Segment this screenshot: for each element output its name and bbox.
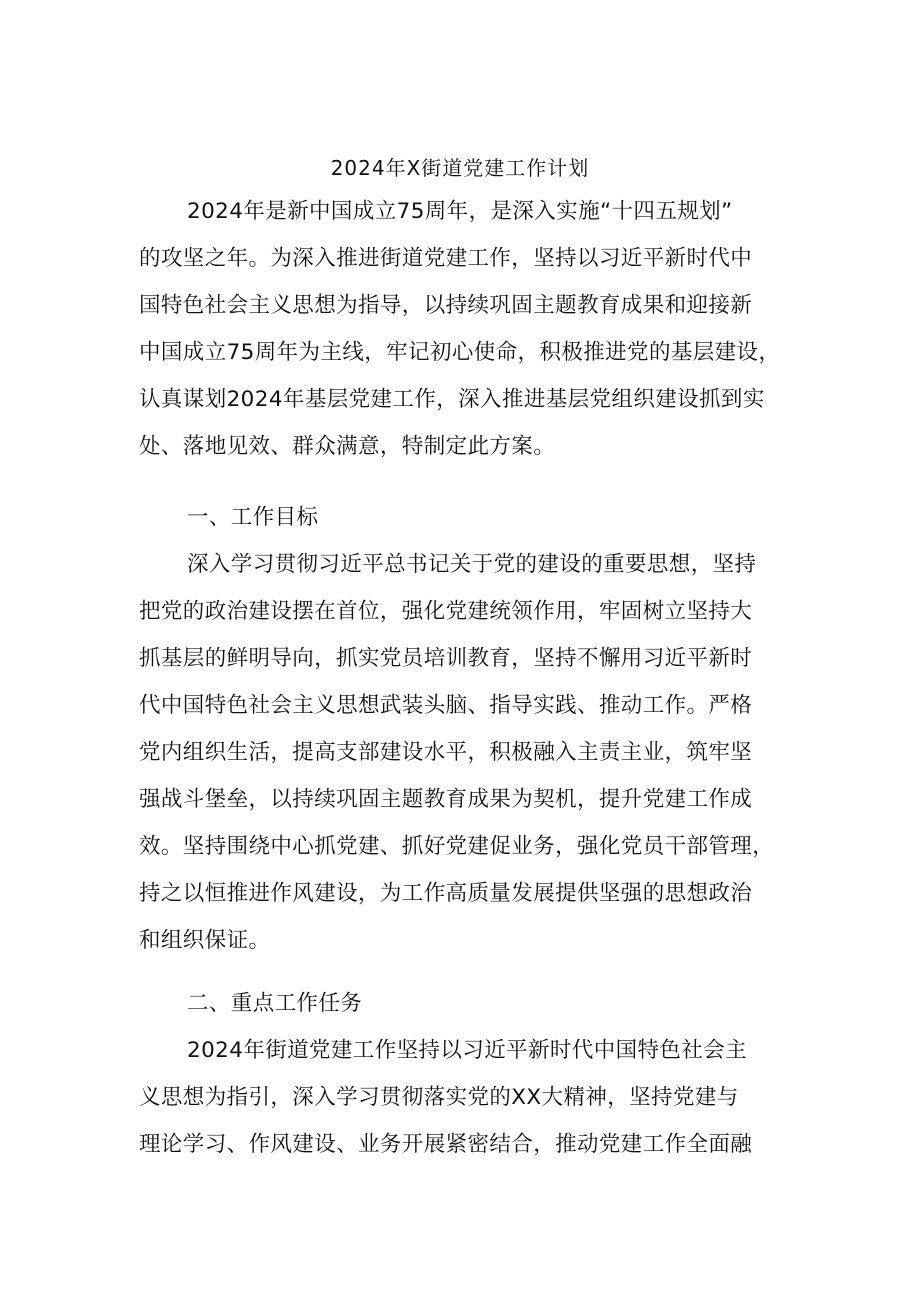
intro-line: 处、落地见效、群众满意，特制定此方案。 [139, 434, 556, 459]
section1-line: 和组织保证。 [139, 928, 271, 953]
section1-line: 代中国特色社会主义思想武装头脑、指导实践、推动工作。严格 [139, 693, 753, 718]
intro-line: 中国成立75周年为主线，牢记初心使命，积极推进党的基层建设， [139, 340, 781, 365]
section1-line: 抓基层的鲜明导向，抓实党员培训教育，坚持不懈用习近平新时 [139, 646, 753, 671]
intro-line: 认真谋划2024年基层党建工作，深入推进基层党组织建设抓到实 [139, 387, 765, 412]
section1-line: 深入学习贯彻习近平总书记关于党的建设的重要思想，坚持 [187, 552, 757, 577]
intro-line: 2024年是新中国成立75周年，是深入实施“十四五规划” [187, 199, 733, 224]
section1-line: 效。坚持围绕中心抓党建、抓好党建促业务，强化党员干部管理， [139, 834, 775, 859]
section2-line: 2024年街道党建工作坚持以习近平新时代中国特色社会主 [187, 1038, 748, 1063]
section2-line: 理论学习、作风建设、业务开展紧密结合，推动党建工作全面融 [139, 1132, 753, 1157]
section-heading-tasks: 二、重点工作任务 [187, 991, 363, 1016]
section2-line: 义思想为指引，深入学习贯彻落实党的XX大精神，坚持党建与 [139, 1085, 739, 1110]
section1-line: 强战斗堡垒，以持续巩固主题教育成果为契机，提升党建工作成 [139, 787, 753, 812]
section1-line: 把党的政治建设摆在首位，强化党建统领作用，牢固树立坚持大 [139, 599, 753, 624]
intro-line: 国特色社会主义思想为指导，以持续巩固主题教育成果和迎接新 [139, 293, 753, 318]
document-title: 2024年X街道党建工作计划 [330, 156, 590, 180]
intro-line: 的攻坚之年。为深入推进街道党建工作，坚持以习近平新时代中 [139, 246, 753, 271]
section-heading-goals: 一、工作目标 [187, 505, 319, 530]
section1-line: 持之以恒推进作风建设，为工作高质量发展提供坚强的思想政治 [139, 881, 753, 906]
section1-line: 党内组织生活，提高支部建设水平，积极融入主责主业，筑牢坚 [139, 740, 753, 765]
